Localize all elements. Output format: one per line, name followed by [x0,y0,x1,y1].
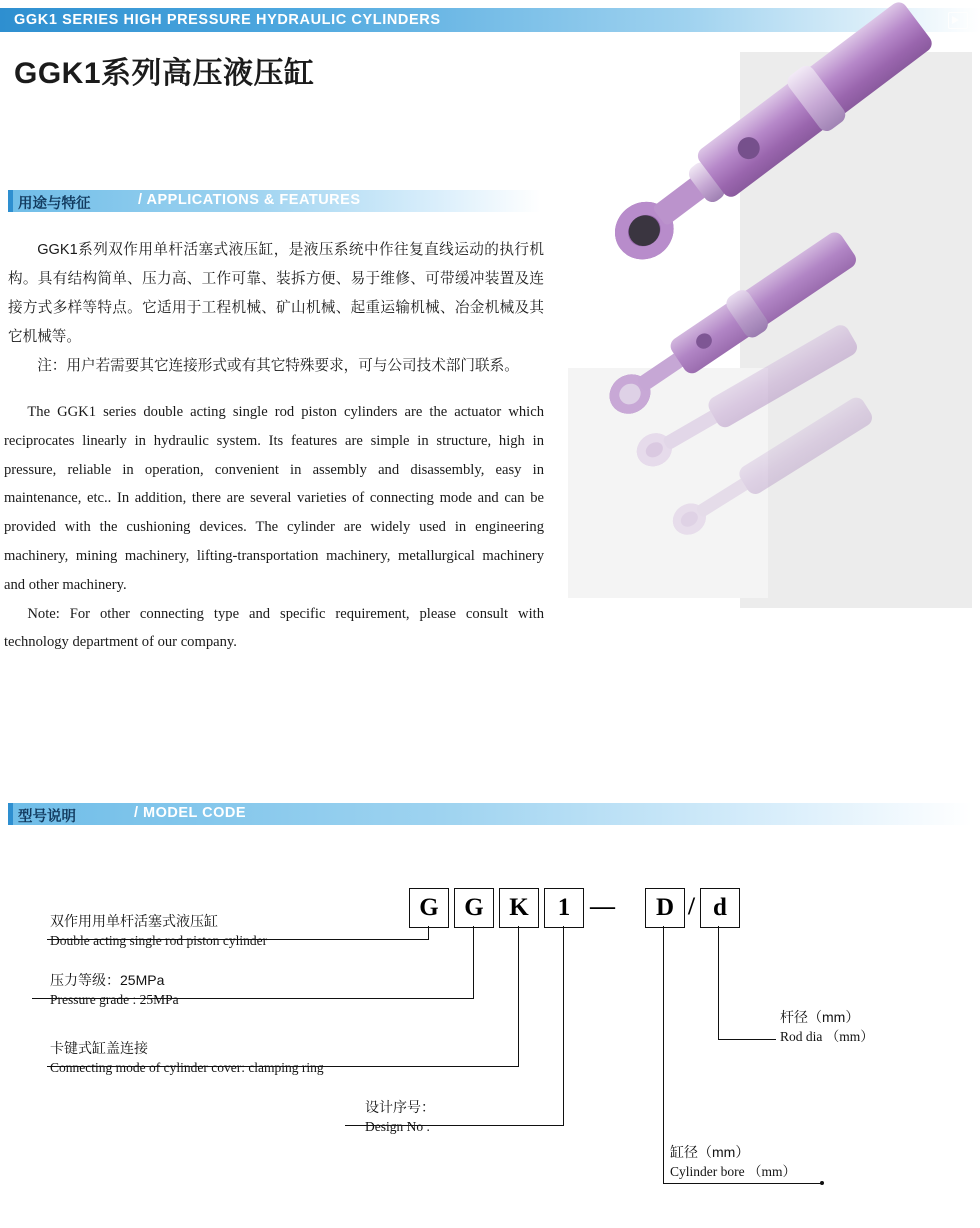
leader-line-h-6b [728,1039,776,1040]
code-box-3: K [499,888,539,928]
callout-4-cn: 设计序号： [365,1099,435,1115]
callout-1-cn: 双作用用单杆活塞式液压缸 [50,913,218,929]
section-label-cn: 型号说明 [18,809,76,825]
model-code-diagram [0,840,980,1228]
code-separator-slash: / [688,893,695,920]
page-header-bar [0,8,980,32]
callout-3 [50,1039,324,1077]
section-label-cn: 用途与特征 [18,196,91,212]
code-box-2: G [454,888,494,928]
leader-line-h-5 [663,1183,823,1184]
play-box-icon [948,12,968,29]
section-accent-bar [8,803,13,825]
section-label-en: / APPLICATIONS & FEATURES [138,192,361,208]
callout-1 [50,912,267,950]
leader-line-v-1 [428,926,429,940]
callout-6 [780,1008,874,1046]
leader-line-v-2 [473,926,474,999]
applications-en-text [4,398,544,657]
leader-line-v-3 [518,926,519,1067]
page-title: GGK1系列高压液压缸 [14,57,315,90]
callout-2 [50,971,179,1009]
leader-line-v-6 [718,926,719,1040]
section-accent-bar [8,190,13,212]
hydraulic-cylinders-photo [568,38,972,598]
en-paragraph: Note: For other connecting type and specific requirement, please consult with technology department of our company. [4,605,544,651]
callout-4-en: Design No . [365,1119,430,1134]
code-box-5: D [645,888,685,928]
code-box-6: d [700,888,740,928]
callout-6-cn: 杆径（mm） [780,1009,860,1025]
code-separator-dash: — [590,893,615,920]
cn-paragraph: 注：用户若需要其它连接形式或有其它特殊要求，可与公司技术部门联系。 [37,358,519,374]
cn-paragraph: GGK1系列双作用单杆活塞式液压缸，是液压系统中作往复直线运动的执行机构。具有结构简单、压力高、工作可靠、装拆方便、易于维修、可带缓冲装置及连接方式多样等特点。它适用于工程机械、矿山机械、起重运输机械、冶金机械及其它机械等。 [8,242,544,345]
code-box-1: G [409,888,449,928]
callout-1-en: Double acting single rod piston cylinder [50,933,268,948]
callout-2-en: Pressure grade : 25MPa [50,992,179,1007]
section-header-model-code [8,803,972,825]
callout-4 [365,1098,435,1136]
leader-line-h-6 [718,1039,728,1040]
en-paragraph: The GGK1 series double acting single rod piston cylinders are the actuator which reciprocates linearly in hydraulic system. Its features are simple in structure, high in pressure, reliable in operation, convenient in assembly and disassembly, easy in maintenance, etc.. In addition, there are several varieties of connecting mode and can be provided with the cushioning devices. The cylinder are widely used in engineering machinery, mining machinery, lifting-transportation machinery, metallurgical machinery and other machinery. [4,404,544,593]
callout-6-en: Rod dia （mm） [780,1029,874,1044]
code-box-4: 1 [544,888,584,928]
callout-5 [670,1143,796,1181]
callout-3-en: Connecting mode of cylinder cover: clamping ring [50,1060,324,1075]
leader-dot-5 [820,1181,824,1185]
callout-5-en: Cylinder bore （mm） [670,1164,796,1179]
callout-3-cn: 卡键式缸盖连接 [50,1040,148,1056]
callout-5-cn: 缸径（mm） [670,1144,750,1160]
section-header-applications [8,190,541,212]
callout-2-cn: 压力等级：25MPa [50,972,165,988]
leader-line-v-4 [563,926,564,1126]
section-label-en: / MODEL CODE [134,805,247,821]
applications-cn-text [8,236,544,381]
page-header-title: GGK1 SERIES HIGH PRESSURE HYDRAULIC CYLINDERS [14,12,441,28]
leader-line-v-5 [663,926,664,1184]
